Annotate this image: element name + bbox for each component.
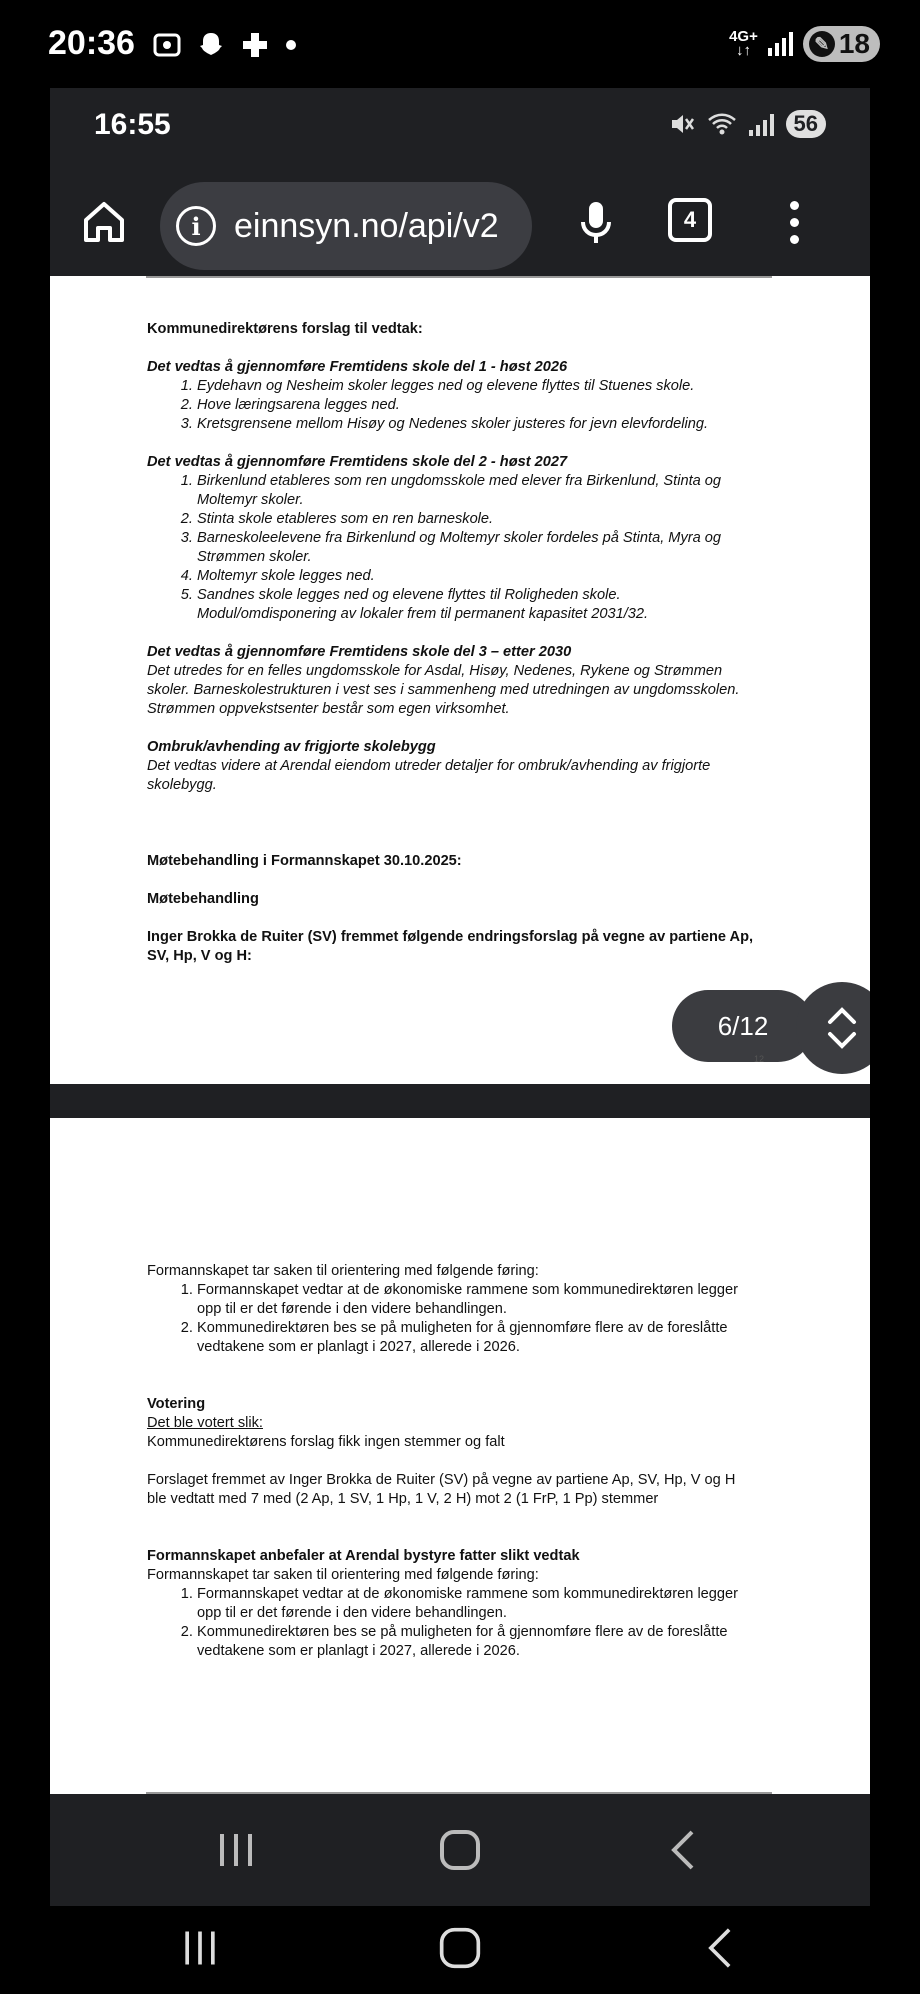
list-item: 1. Formannskapet vedtar at de økonomiske rammene som kommunedirektøren legger opp til er det førende i den videre behandlingen. bbox=[197, 1281, 757, 1319]
more-options-button[interactable] bbox=[774, 190, 814, 254]
pdf-page-content bbox=[147, 320, 757, 966]
outer-navigation-bar bbox=[0, 1906, 920, 1994]
list-item: 2. Stinta skole etableres som en ren barneskole. bbox=[197, 510, 757, 529]
votert-label: Det ble votert slik: bbox=[147, 1415, 263, 1431]
meeting-heading: Møtebehandling i Formannskapet 30.10.2025: bbox=[147, 853, 462, 869]
list-item: 2. Hove læringsarena legges ned. bbox=[197, 396, 757, 415]
vote-result: Kommunedirektørens forslag fikk ingen stemmer og falt bbox=[147, 1434, 505, 1450]
home-icon bbox=[72, 190, 136, 254]
list-item: 1. Birkenlund etableres som ren ungdomsskole med elever fra Birkenlund, Stinta og Moltemyr skoler. bbox=[197, 472, 757, 510]
paragraph: Formannskapet tar saken til orientering med følgende føring: bbox=[147, 1263, 539, 1279]
inner-system-icons bbox=[669, 110, 826, 138]
outer-notification-icons bbox=[152, 30, 298, 60]
pdf-page-content bbox=[147, 1262, 757, 1661]
menu-dot bbox=[790, 201, 799, 210]
mute-icon bbox=[669, 111, 695, 137]
votering-heading: Votering bbox=[147, 1396, 206, 1412]
tab-switcher-button[interactable]: 4 bbox=[668, 198, 712, 242]
inner-phone-screen bbox=[50, 88, 870, 1906]
section-list bbox=[197, 472, 757, 624]
info-icon[interactable]: i bbox=[176, 206, 216, 246]
page-divider bbox=[146, 276, 772, 278]
list-item: 3. Kretsgrensene mellom Hisøy og Nedenes skoler justeres for jevn elevfordeling. bbox=[197, 415, 757, 434]
section-title: Det vedtas å gjennomføre Fremtidens skole del 1 - høst 2026 bbox=[147, 359, 568, 375]
inner-battery-indicator: 56 bbox=[786, 110, 826, 138]
home-nav-icon[interactable] bbox=[430, 1926, 490, 1970]
pdf-page bbox=[50, 1118, 870, 1794]
section-title: Det vedtas å gjennomføre Fremtidens skole del 2 - høst 2027 bbox=[147, 454, 568, 470]
section-title: Ombruk/avhending av frigjorte skolebygg bbox=[147, 739, 436, 755]
inner-signal-icon bbox=[749, 112, 774, 136]
voice-search-button[interactable] bbox=[564, 190, 628, 254]
url-bar[interactable] bbox=[160, 182, 532, 270]
page-footer-number: 12 bbox=[754, 1054, 765, 1064]
instruction-list bbox=[197, 1281, 757, 1357]
back-icon[interactable] bbox=[690, 1926, 750, 1970]
meeting-subheading: Møtebehandling bbox=[147, 891, 259, 907]
list-item: 2. Kommunedirektøren bes se på muligheten for å gjennomføre flere av de foreslåtte vedtakene som er planlagt i 2027, allerede i 2026. bbox=[197, 1623, 757, 1661]
wifi-icon bbox=[707, 111, 737, 137]
recommendation-list bbox=[197, 1585, 757, 1661]
list-item: 3. Barneskoleelevene fra Birkenlund og Moltemyr skoler fordeles på Stinta, Myra og Strømmen skoler. bbox=[197, 529, 757, 567]
paragraph: Formannskapet tar saken til orientering med følgende føring: bbox=[147, 1567, 539, 1583]
section-text: Det utredes for en felles ungdomsskole for Asdal, Hisøy, Nedenes, Rykene og Strømmen skoler. Barneskolestrukturen i vest ses i sammenheng med utredningen av ungdomsskolen. Strømmen oppvekstsenter består som egen virksomhet. bbox=[147, 663, 740, 717]
health-plus-icon bbox=[240, 30, 270, 60]
proposal-text: Inger Brokka de Ruiter (SV) fremmet følgende endringsforslag på vegne av partiene Ap, SV, Hp, V og H: bbox=[147, 929, 754, 964]
pdf-page bbox=[50, 276, 870, 1084]
signal-icon bbox=[768, 32, 793, 56]
menu-dot bbox=[790, 235, 799, 244]
outer-clock: 20:36 bbox=[48, 24, 135, 62]
screenshot-notification-icon bbox=[152, 30, 182, 60]
outer-system-icons bbox=[729, 26, 880, 62]
battery-saver-icon: ✎ bbox=[809, 31, 835, 57]
dot-icon bbox=[284, 38, 298, 52]
back-icon[interactable] bbox=[654, 1828, 714, 1872]
inner-status-bar bbox=[50, 88, 870, 168]
page-indicator: 6/12 bbox=[672, 990, 814, 1062]
list-item: 5. Sandnes skole legges ned og elevene flyttes til Roligheden skole. Modul/omdisponering av lokaler frem til permanent kapasitet 2031/32. bbox=[197, 586, 757, 624]
inner-clock: 16:55 bbox=[94, 108, 171, 141]
section-list bbox=[197, 377, 757, 434]
recommendation-heading: Formannskapet anbefaler at Arendal bystyre fatter slikt vedtak bbox=[147, 1548, 580, 1564]
section-title: Det vedtas å gjennomføre Fremtidens skole del 3 – etter 2030 bbox=[147, 644, 572, 660]
microphone-icon bbox=[564, 190, 628, 254]
home-nav-icon[interactable] bbox=[430, 1828, 490, 1872]
menu-dot bbox=[790, 218, 799, 227]
recent-apps-icon[interactable] bbox=[170, 1926, 230, 1970]
battery-indicator: ✎ 18 bbox=[803, 26, 880, 62]
list-item: 1. Formannskapet vedtar at de økonomiske rammene som kommunedirektøren legger opp til er det førende i den videre behandlingen. bbox=[197, 1585, 757, 1623]
network-type: 4G+ ↓↑ bbox=[729, 28, 758, 59]
outer-status-bar bbox=[0, 0, 920, 88]
home-button[interactable] bbox=[72, 190, 136, 254]
inner-navigation-bar bbox=[50, 1794, 870, 1906]
url-text: einnsyn.no/api/v2 bbox=[234, 206, 499, 245]
proposal-heading: Kommunedirektørens forslag til vedtak: bbox=[147, 321, 423, 337]
section-text: Det vedtas videre at Arendal eiendom utreder detaljer for ombruk/avhending av frigjorte skolebygg. bbox=[147, 758, 711, 793]
vote-result: Forslaget fremmet av Inger Brokka de Ruiter (SV) på vegne av partiene Ap, SV, Hp, V og H ble vedtatt med 7 med (2 Ap, 1 SV, 1 Hp, 1 V, 2 H) mot 2 (1 FrP, 1 Pp) stemmer bbox=[147, 1472, 736, 1507]
snapchat-icon bbox=[196, 30, 226, 60]
list-item: 1. Eydehavn og Nesheim skoler legges ned og elevene flyttes til Stuenes skole. bbox=[197, 377, 757, 396]
recent-apps-icon[interactable] bbox=[206, 1828, 266, 1872]
list-item: 4. Moltemyr skole legges ned. bbox=[197, 567, 757, 586]
chevron-up-down-icon bbox=[822, 1000, 862, 1056]
list-item: 2. Kommunedirektøren bes se på muligheten for å gjennomføre flere av de foreslåtte vedtakene som er planlagt i 2027, allerede i 2026. bbox=[197, 1319, 757, 1357]
browser-toolbar bbox=[50, 168, 870, 276]
